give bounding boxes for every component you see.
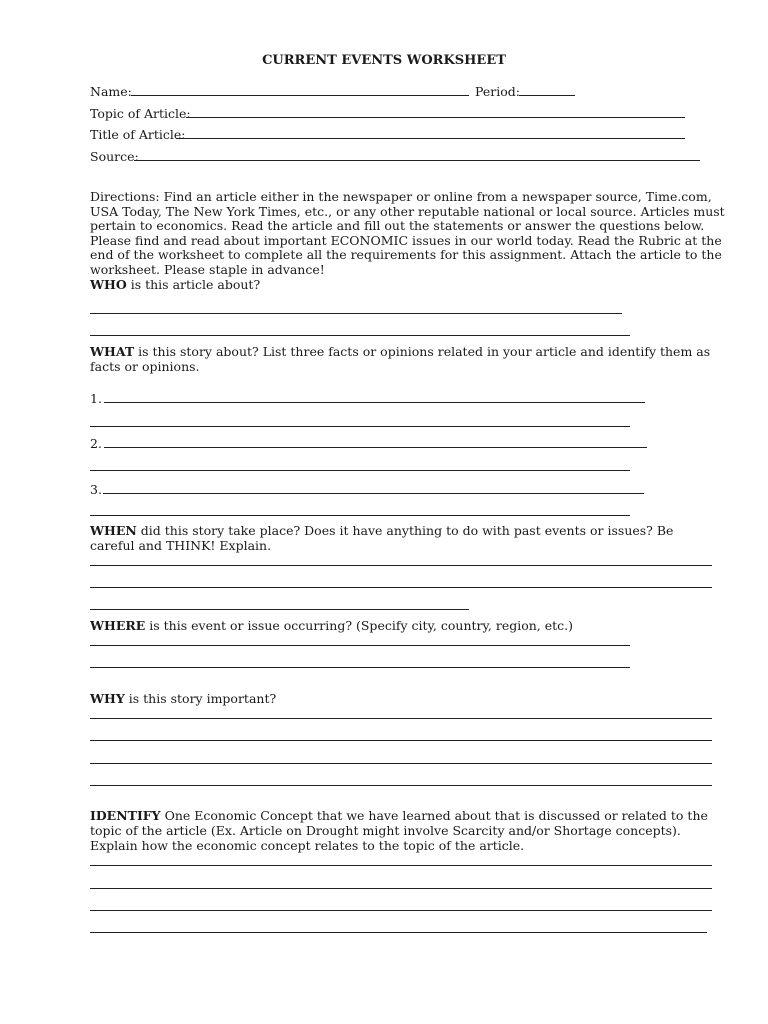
why-answer-line-1[interactable] <box>90 718 712 719</box>
what-keyword: WHAT <box>90 344 135 359</box>
name-label: Name: <box>90 84 132 99</box>
name-field[interactable] <box>131 95 469 96</box>
topic-field[interactable] <box>186 117 685 118</box>
when-keyword: WHEN <box>90 523 137 538</box>
identify-answer-line-2[interactable] <box>90 888 712 889</box>
what-question <box>90 344 715 374</box>
why-answer-line-2[interactable] <box>90 740 712 741</box>
when-answer-line-3[interactable] <box>90 609 469 610</box>
identify-question <box>90 808 715 853</box>
fact-2-line-1[interactable] <box>104 447 647 448</box>
identify-answer-line-1[interactable] <box>90 865 712 866</box>
fact-1-line-2[interactable] <box>90 426 630 427</box>
fact-number-1: 1. <box>90 391 102 406</box>
why-answer-line-3[interactable] <box>90 763 712 764</box>
identify-answer-line-4[interactable] <box>90 932 707 933</box>
where-answer-line-2[interactable] <box>90 667 630 668</box>
identify-keyword: IDENTIFY <box>90 808 161 823</box>
why-question <box>90 691 715 706</box>
fact-3-line-2[interactable] <box>90 515 630 516</box>
period-field[interactable] <box>519 95 575 96</box>
why-text: is this story important? <box>124 691 277 706</box>
fact-number-3: 3. <box>90 482 102 497</box>
worksheet-title: CURRENT EVENTS WORKSHEET <box>262 53 506 68</box>
fact-3-line-1[interactable] <box>103 493 644 494</box>
fact-2-line-2[interactable] <box>90 470 630 471</box>
who-answer-line-1[interactable] <box>90 313 622 314</box>
when-text: did this story take place? Does it have anything to do with past events or issues? Be careful and THINK! Explain. <box>90 523 674 553</box>
directions-text: Directions: Find an article either in the newspaper or online from a newspaper source, Time.com, USA Today, The New York Times, etc., or any other reputable national or local source. Articles must pertain to economics. Read the article and fill out the statements or answer the questions below. Please find and read about important ECONOMIC issues in our world today. Read the Rubric at the end of the worksheet to complete all the requirements for this assignment. Attach the article to the worksheet. Please staple in advance! <box>90 189 725 277</box>
who-keyword: WHO <box>90 277 127 292</box>
source-field[interactable] <box>134 160 700 161</box>
identify-text: One Economic Concept that we have learned about that is discussed or related to the topic of the article (Ex. Article on Drought might involve Scarcity and/or Shortage concepts). Explain how the economic concept relates to the topic of the article. <box>90 808 708 853</box>
topic-label: Topic of Article: <box>90 106 191 121</box>
identify-answer-line-3[interactable] <box>90 910 712 911</box>
when-answer-line-1[interactable] <box>90 565 712 566</box>
source-label: Source: <box>90 149 139 164</box>
who-answer-line-2[interactable] <box>90 335 630 336</box>
article-title-label: Title of Article: <box>90 127 186 142</box>
who-text: is this article about? <box>126 277 261 292</box>
why-keyword: WHY <box>90 691 125 706</box>
when-question <box>90 523 715 553</box>
fact-number-2: 2. <box>90 436 102 451</box>
where-keyword: WHERE <box>90 618 146 633</box>
why-answer-line-4[interactable] <box>90 785 712 786</box>
fact-1-line-1[interactable] <box>104 402 645 403</box>
period-label: Period: <box>475 84 520 99</box>
where-answer-line-1[interactable] <box>90 645 630 646</box>
what-text: is this story about? List three facts or opinions related in your article and identify them as facts or opinions. <box>90 344 711 374</box>
when-answer-line-2[interactable] <box>90 587 712 588</box>
who-question <box>90 277 715 292</box>
where-text: is this event or issue occurring? (Specify city, country, region, etc.) <box>145 618 574 633</box>
article-title-field[interactable] <box>176 138 685 139</box>
where-question <box>90 618 715 633</box>
